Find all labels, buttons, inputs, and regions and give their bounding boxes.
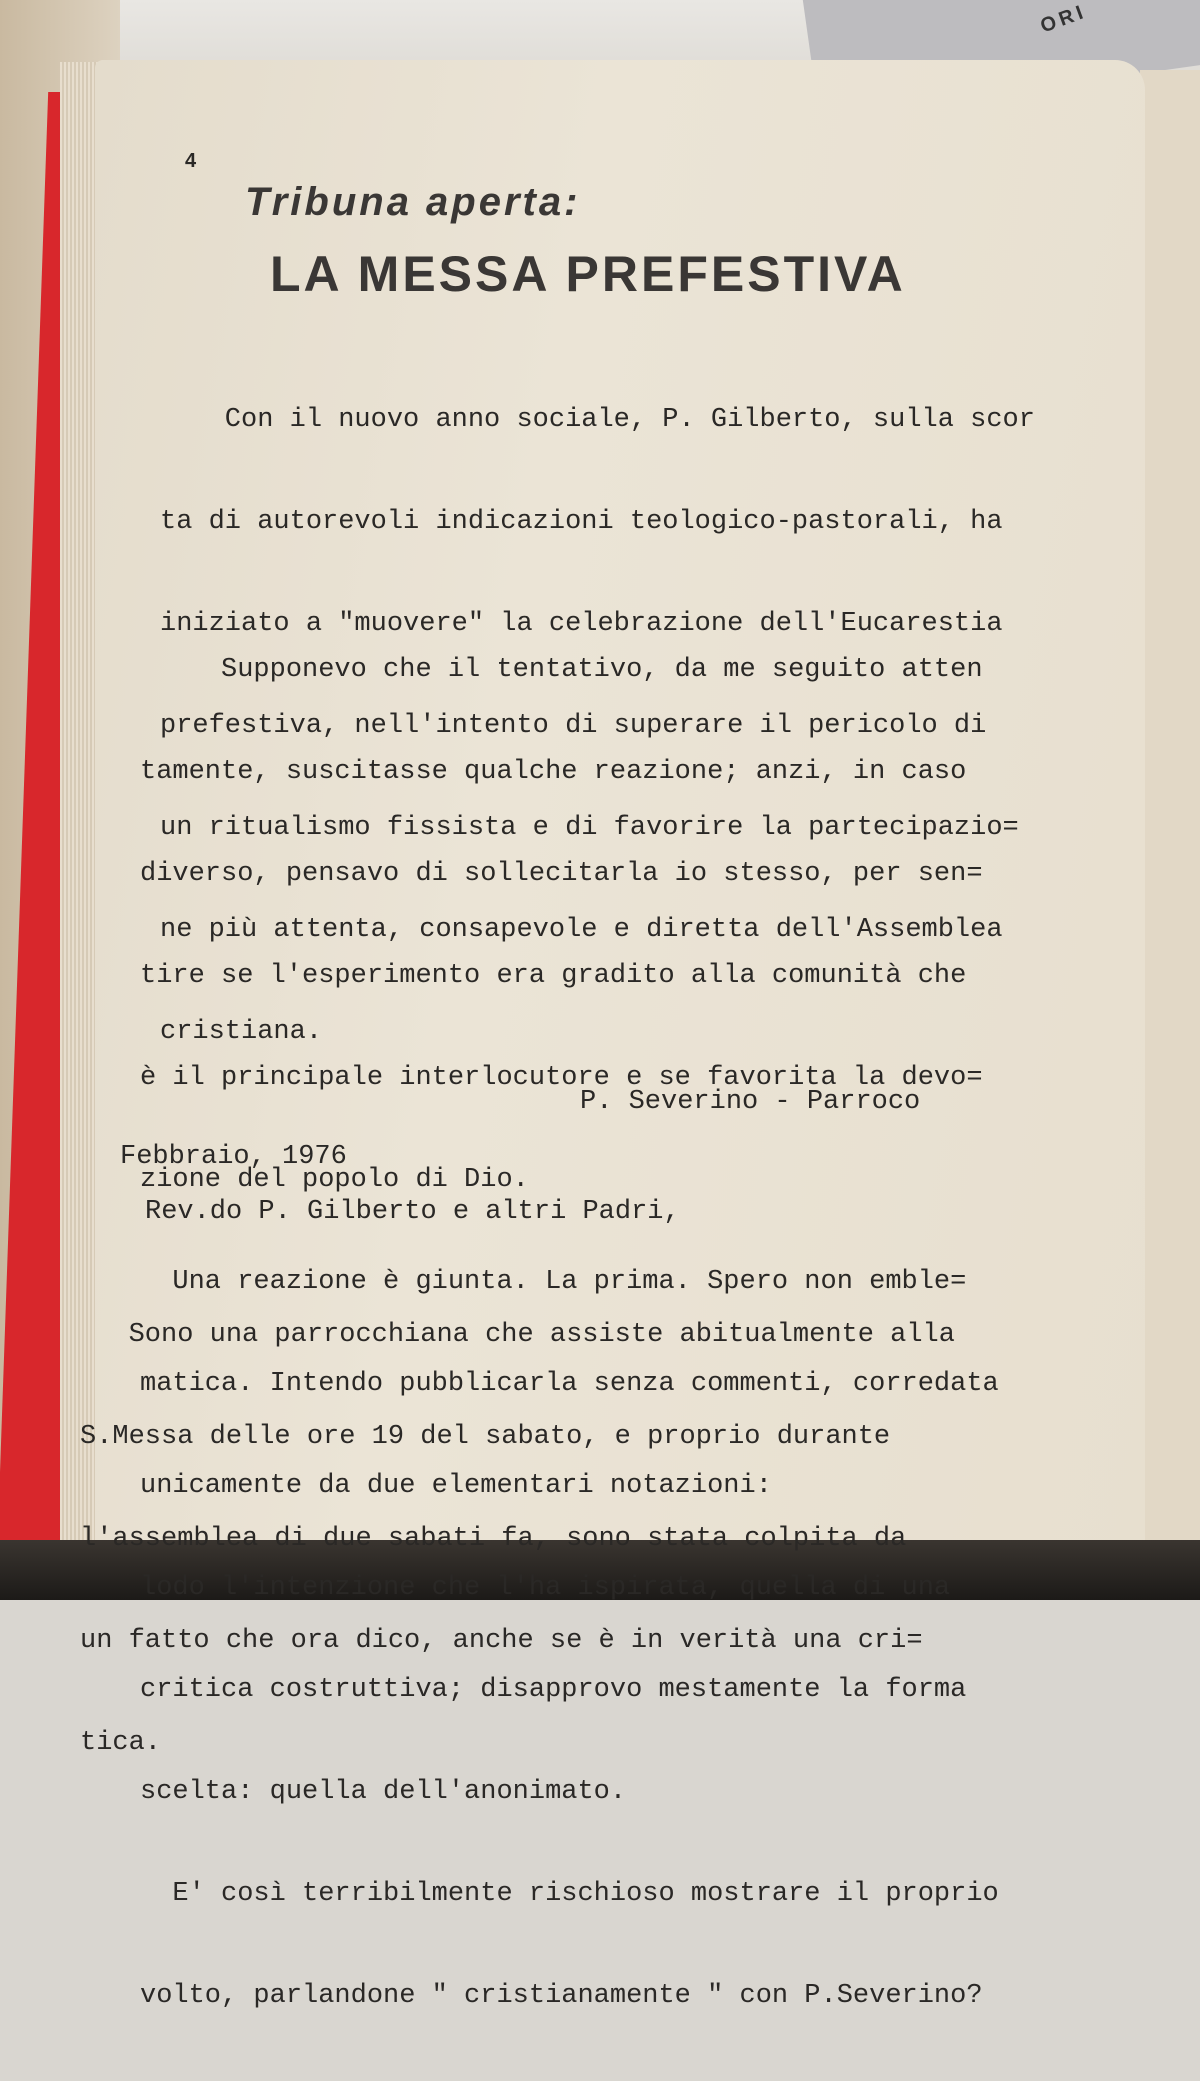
text-line: tica. (80, 1728, 162, 1758)
text-line: diverso, pensavo di sollecitarla io stesso, per sen= (140, 859, 983, 889)
text-line: tire se l'esperimento era gradito alla comunità che (140, 961, 967, 991)
text-line: matica. Intendo pubblicarla senza commenti, corredata (140, 1369, 999, 1399)
letter-salutation: Rev.do P. Gilberto e altri Padri, (145, 1197, 680, 1227)
text-line: cristiana. (160, 1017, 323, 1047)
text-line: prefestiva, nell'intento di superare il pericolo di (160, 711, 987, 741)
text-line: ta di autorevoli indicazioni teologico-pastorali, ha (160, 507, 1003, 537)
text-line: l'assemblea di due sabati fa, sono stata colpita da (80, 1524, 907, 1554)
background-sheet-text: ORI (1037, 0, 1090, 38)
letter-date: Febbraio, 1976 (120, 1142, 347, 1172)
text-line: Con il nuovo anno sociale, P. Gilberto, sulla scor (160, 405, 1035, 435)
text-line: Una reazione è giunta. La prima. Spero non emble= (140, 1267, 967, 1297)
text-line: tamente, suscitasse qualche reazione; anzi, in caso (140, 757, 967, 787)
text-line: unicamente da due elementari notazioni: (140, 1471, 772, 1501)
text-line: zione del popolo di Dio. (140, 1165, 529, 1195)
text-line: E' così terribilmente rischioso mostrare il proprio (140, 1879, 999, 1909)
article-title: LA MESSA PREFESTIVA (270, 246, 906, 302)
text-line: un ritualismo fissista e di favorire la partecipazio= (160, 813, 1019, 843)
text-line: lodo l'intenzione che l'ha ispirata, quella di una (140, 1573, 951, 1603)
text-line: un fatto che ora dico, anche se è in verità una cri= (80, 1626, 923, 1656)
text-line: critica costruttiva; disapprovo mestamente la forma (140, 1675, 967, 1705)
text-line: ne più attenta, consapevole e diretta dell'Assemblea (160, 915, 1003, 945)
text-line: scelta: quella dell'anonimato. (140, 1777, 627, 1807)
section-kicker: Tribuna aperta: (245, 180, 581, 224)
text-line: Supponevo che il tentativo, da me seguito atten (140, 655, 983, 685)
text-line: è il principale interlocutore e se favorita la devo= (140, 1063, 983, 1093)
text-line: volto, parlandone " cristianamente " con P.Severino? (140, 1981, 983, 2011)
text-line: Sono una parrocchiana che assiste abitualmente alla (80, 1320, 955, 1350)
signature: P. Severino - Parroco (580, 1087, 921, 1117)
page-number: 4 (185, 150, 197, 172)
text-line: S.Messa delle ore 19 del sabato, e proprio durante (80, 1422, 891, 1452)
letter-body (80, 1250, 955, 1828)
text-line: iniziato a "muovere" la celebrazione dell'Eucarestia (160, 609, 1003, 639)
